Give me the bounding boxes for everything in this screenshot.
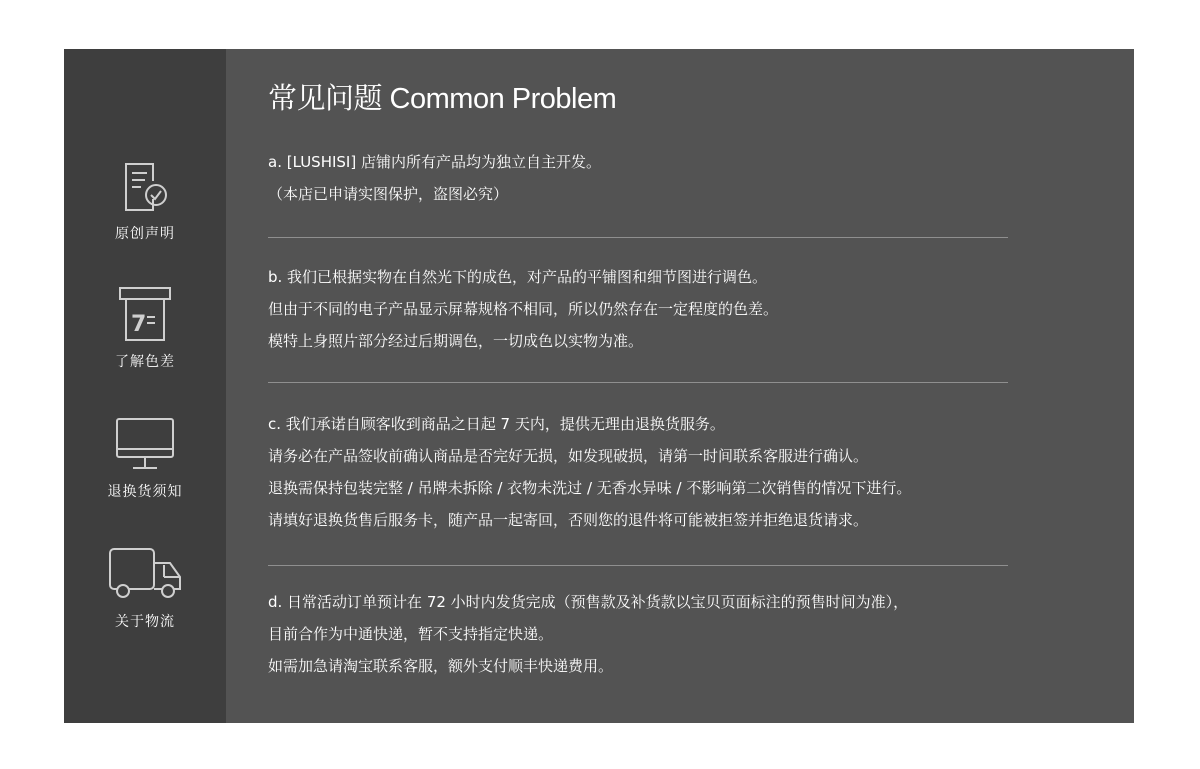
faq-section-c (268, 408, 1028, 536)
monitor-icon (115, 417, 175, 471)
faq-line: 目前合作为中通快递，暂不支持指定快递。 (268, 625, 554, 643)
faq-section-d (268, 586, 1028, 682)
sidebar-item-label: 了解色差 (115, 354, 175, 370)
sidebar-item-logistics (64, 545, 226, 631)
faq-line: a. [LUSHISI] 店铺内所有产品均为独立自主开发。 (268, 153, 601, 171)
faq-line: 如需加急请淘宝联系客服，额外支付顺丰快递费用。 (268, 657, 614, 675)
faq-panel (64, 49, 1134, 723)
sidebar-item-label: 退换货须知 (107, 484, 183, 500)
faq-line: c. 我们承诺自顾客收到商品之日起 7 天内，提供无理由退换货服务。 (268, 415, 725, 433)
sidebar-item-original-statement (64, 161, 226, 243)
faq-line: 请填好退换货售后服务卡，随产品一起寄回，否则您的退件将可能被拒签并拒绝退货请求。 (268, 511, 869, 529)
faq-line: 请务必在产品签收前确认商品是否完好无损，如发现破损，请第一时间联系客服进行确认。 (268, 447, 869, 465)
sidebar-item-color-difference (64, 287, 226, 371)
faq-line: d. 日常活动订单预计在 72 小时内发货完成（预售款及补货款以宝贝页面标注的预售时间为准）， (268, 593, 909, 611)
divider (268, 237, 1008, 238)
truck-icon (108, 545, 182, 601)
faq-section-b (268, 261, 1028, 357)
sidebar-item-label: 关于物流 (115, 614, 175, 630)
main-content (268, 49, 1028, 723)
color-card-glyph: 7 (131, 312, 147, 337)
faq-line: b. 我们已根据实物在自然光下的成色，对产品的平铺图和细节图进行调色。 (268, 268, 768, 286)
faq-line: 模特上身照片部分经过后期调色，一切成色以实物为准。 (268, 332, 644, 350)
sidebar (64, 49, 226, 723)
sidebar-item-return-policy (64, 417, 226, 501)
faq-section-a (268, 146, 1028, 210)
document-check-icon (119, 161, 171, 213)
sidebar-item-label: 原创声明 (115, 226, 175, 242)
page-title: 常见问题 Common Problem (268, 83, 617, 115)
faq-line: 但由于不同的电子产品显示屏幕规格不相同，所以仍然存在一定程度的色差。 (268, 300, 779, 318)
faq-line: （本店已申请实图保护，盗图必究） (268, 185, 509, 203)
color-card-icon (119, 287, 171, 341)
faq-line: 退换需保持包装完整 / 吊牌未拆除 / 衣物未洗过 / 无香水异味 / 不影响第二次销售的情况下进行。 (268, 479, 912, 497)
divider (268, 565, 1008, 566)
divider (268, 382, 1008, 383)
